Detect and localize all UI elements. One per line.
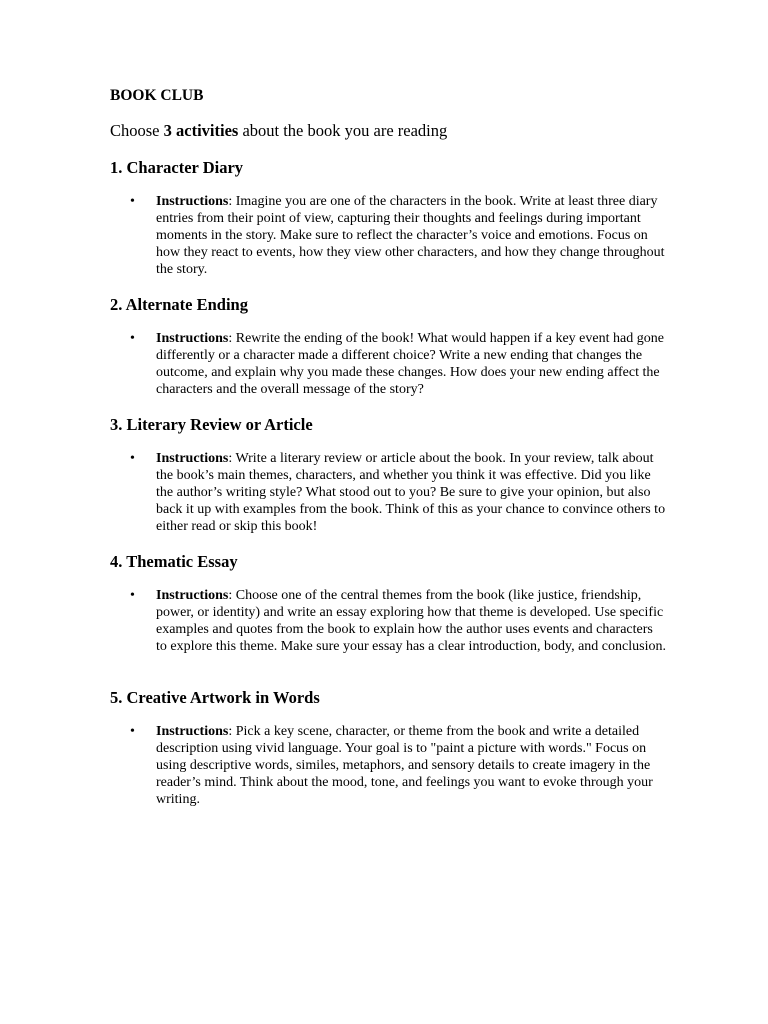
bullet-icon: •: [130, 194, 135, 209]
document-page: [110, 86, 670, 807]
section-alternate-ending: [110, 294, 670, 398]
instructions-label: Instructions: [156, 194, 229, 209]
instructions-text: : Write a literary review or article about the book. In your review, talk about the book’s main themes, characters, and whether you think it was effective. Did you like the author’s writing style? What stood out to you? Be sure to give your opinion, but also back it up with examples from the book. Think of this as your chance to convince others to either read or skip this book!: [156, 451, 666, 534]
intro-bold: 3 activities: [163, 121, 239, 140]
list-item: [110, 193, 666, 278]
section-heading: 4. Thematic Essay: [110, 552, 238, 571]
instructions-label: Instructions: [156, 588, 229, 603]
instructions-text: : Choose one of the central themes from the book (like justice, friendship, power, or identity) and write an essay exploring how that theme is developed. Use specific examples and quotes from the book to explain how the author uses events and characters to explore this theme. Make sure your essay has a clear introduction, body, and conclusion.: [156, 588, 666, 654]
instruction-list: [110, 587, 670, 655]
intro-after: about the book you are reading: [238, 121, 448, 140]
bullet-icon: •: [130, 451, 135, 466]
section-heading: 2. Alternate Ending: [110, 295, 248, 314]
section-heading: 3. Literary Review or Article: [110, 415, 313, 434]
instructions-text: : Pick a key scene, character, or theme from the book and write a detailed description using vivid language. Your goal is to "paint a picture with words." Focus on using descriptive words, similes, metaphors, and sensory details to create imagery in the reader’s mind. Think about the mood, tone, and feelings you want to evoke through your writing.: [156, 724, 653, 807]
bullet-icon: •: [130, 724, 135, 739]
instruction-list: [110, 723, 670, 808]
instructions-label: Instructions: [156, 451, 229, 466]
document-title: BOOK CLUB: [110, 87, 204, 104]
section-character-diary: [110, 157, 670, 278]
section-thematic-essay: [110, 551, 670, 655]
intro-line: [110, 120, 670, 142]
section-heading: 1. Character Diary: [110, 158, 244, 177]
list-item: [110, 450, 666, 535]
instructions-label: Instructions: [156, 724, 229, 739]
section-literary-review: [110, 414, 670, 535]
bullet-icon: •: [130, 588, 135, 603]
bullet-icon: •: [130, 331, 135, 346]
instruction-list: [110, 450, 670, 535]
list-item: [110, 723, 666, 808]
list-item: [110, 330, 666, 398]
instructions-text: : Imagine you are one of the characters in the book. Write at least three diary entries from their point of view, capturing their thoughts and feelings during important moments in the story. Make sure to reflect the character’s voice and emotions. Focus on how they react to events, how they view other characters, and how they change throughout the story.: [156, 194, 665, 277]
section-heading: 5. Creative Artwork in Words: [110, 688, 320, 707]
instructions-text: : Rewrite the ending of the book! What would happen if a key event had gone differently or a character made a different choice? Write a new ending that changes the outcome, and explain why you made these changes. How does your new ending affect the characters and the overall message of the story?: [156, 331, 664, 397]
instructions-label: Instructions: [156, 331, 229, 346]
intro-before: Choose: [110, 121, 164, 140]
list-item: [110, 587, 666, 655]
section-creative-artwork: [110, 687, 670, 808]
instruction-list: [110, 330, 670, 398]
instruction-list: [110, 193, 670, 278]
